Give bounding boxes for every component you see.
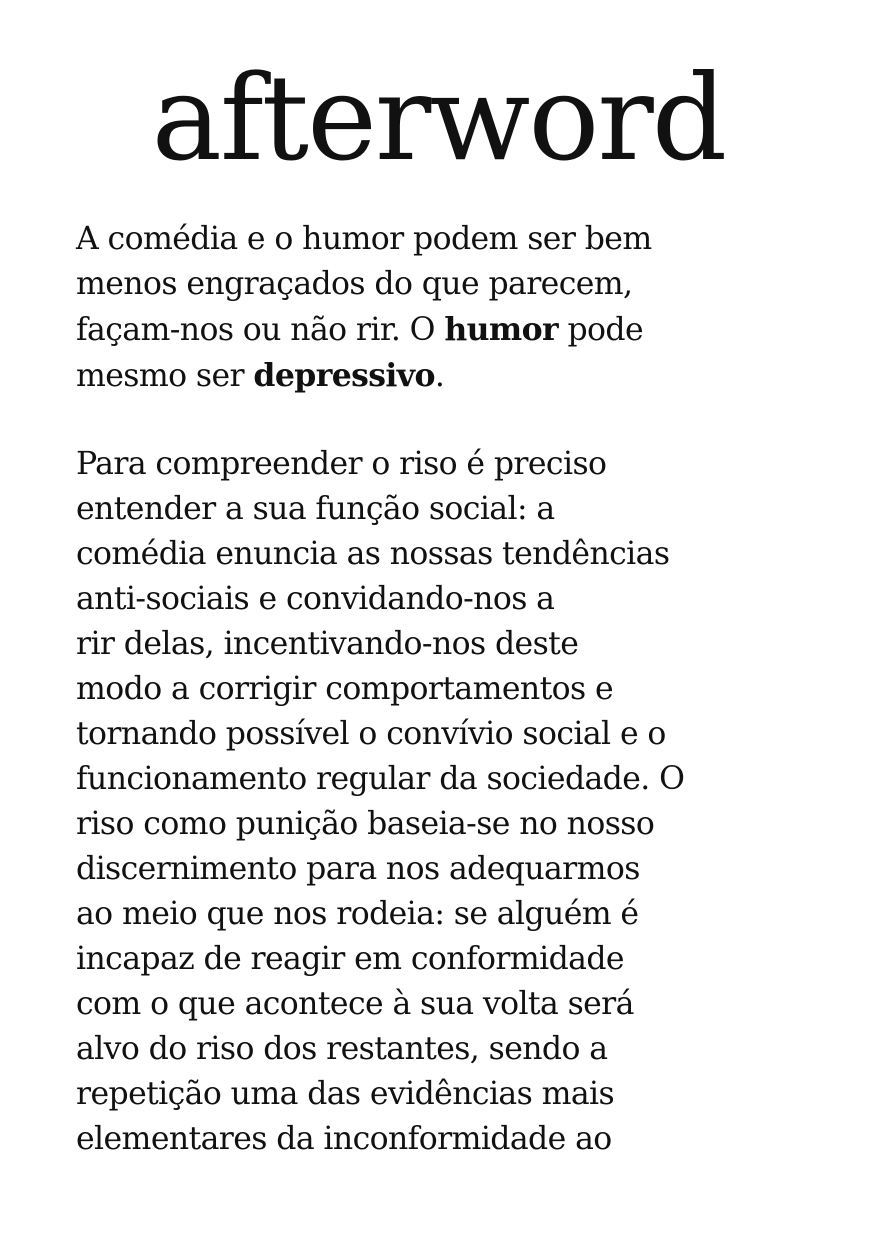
page-title: afterword — [151, 49, 726, 187]
text-segment: pode — [558, 312, 644, 348]
bold-term-humor: humor — [444, 311, 559, 348]
bold-term-depressivo: depressivo — [253, 357, 435, 394]
paragraph-line: A comédia e o humor podem ser bem — [76, 221, 652, 257]
text-segment: . — [434, 358, 445, 394]
paragraph-line: riso como punição baseia-se no nosso — [76, 806, 655, 842]
paragraph-line: ao meio que nos rodeia: se alguém é — [76, 896, 639, 932]
paragraph-line: alvo do riso dos restantes, sendo a — [76, 1031, 608, 1067]
paragraph-line: funcionamento regular da sociedade. O — [76, 761, 685, 797]
body-paragraph — [76, 442, 836, 1162]
intro-paragraph — [76, 217, 836, 399]
paragraph-line: incapaz de reagir em conformidade — [76, 941, 624, 977]
paragraph-line — [76, 353, 836, 399]
paragraph-line: modo a corrigir comportamentos e — [76, 671, 614, 707]
paragraph-line: Para compreender o riso é preciso — [76, 446, 607, 482]
paragraph-line: discernimento para nos adequarmos — [76, 851, 640, 887]
text-segment: mesmo ser — [76, 358, 254, 394]
paragraph-line: anti-sociais e convidando-nos a — [76, 581, 555, 617]
paragraph-line: entender a sua função social: a — [76, 491, 555, 527]
paragraph-line: comédia enuncia as nossas tendências — [76, 536, 670, 572]
paragraph-line — [76, 307, 836, 353]
paragraph-line: com o que acontece à sua volta será — [76, 986, 634, 1022]
paragraph-line: tornando possível o convívio social e o — [76, 716, 666, 752]
paragraph-line: menos engraçados do que parecem, — [76, 266, 633, 302]
paragraph-line: elementares da inconformidade ao — [76, 1121, 612, 1157]
paragraph-line: rir delas, incentivando-nos deste — [76, 626, 579, 662]
paragraph-line: repetição uma das evidências mais — [76, 1076, 615, 1112]
text-segment: façam-nos ou não rir. O — [76, 312, 445, 348]
